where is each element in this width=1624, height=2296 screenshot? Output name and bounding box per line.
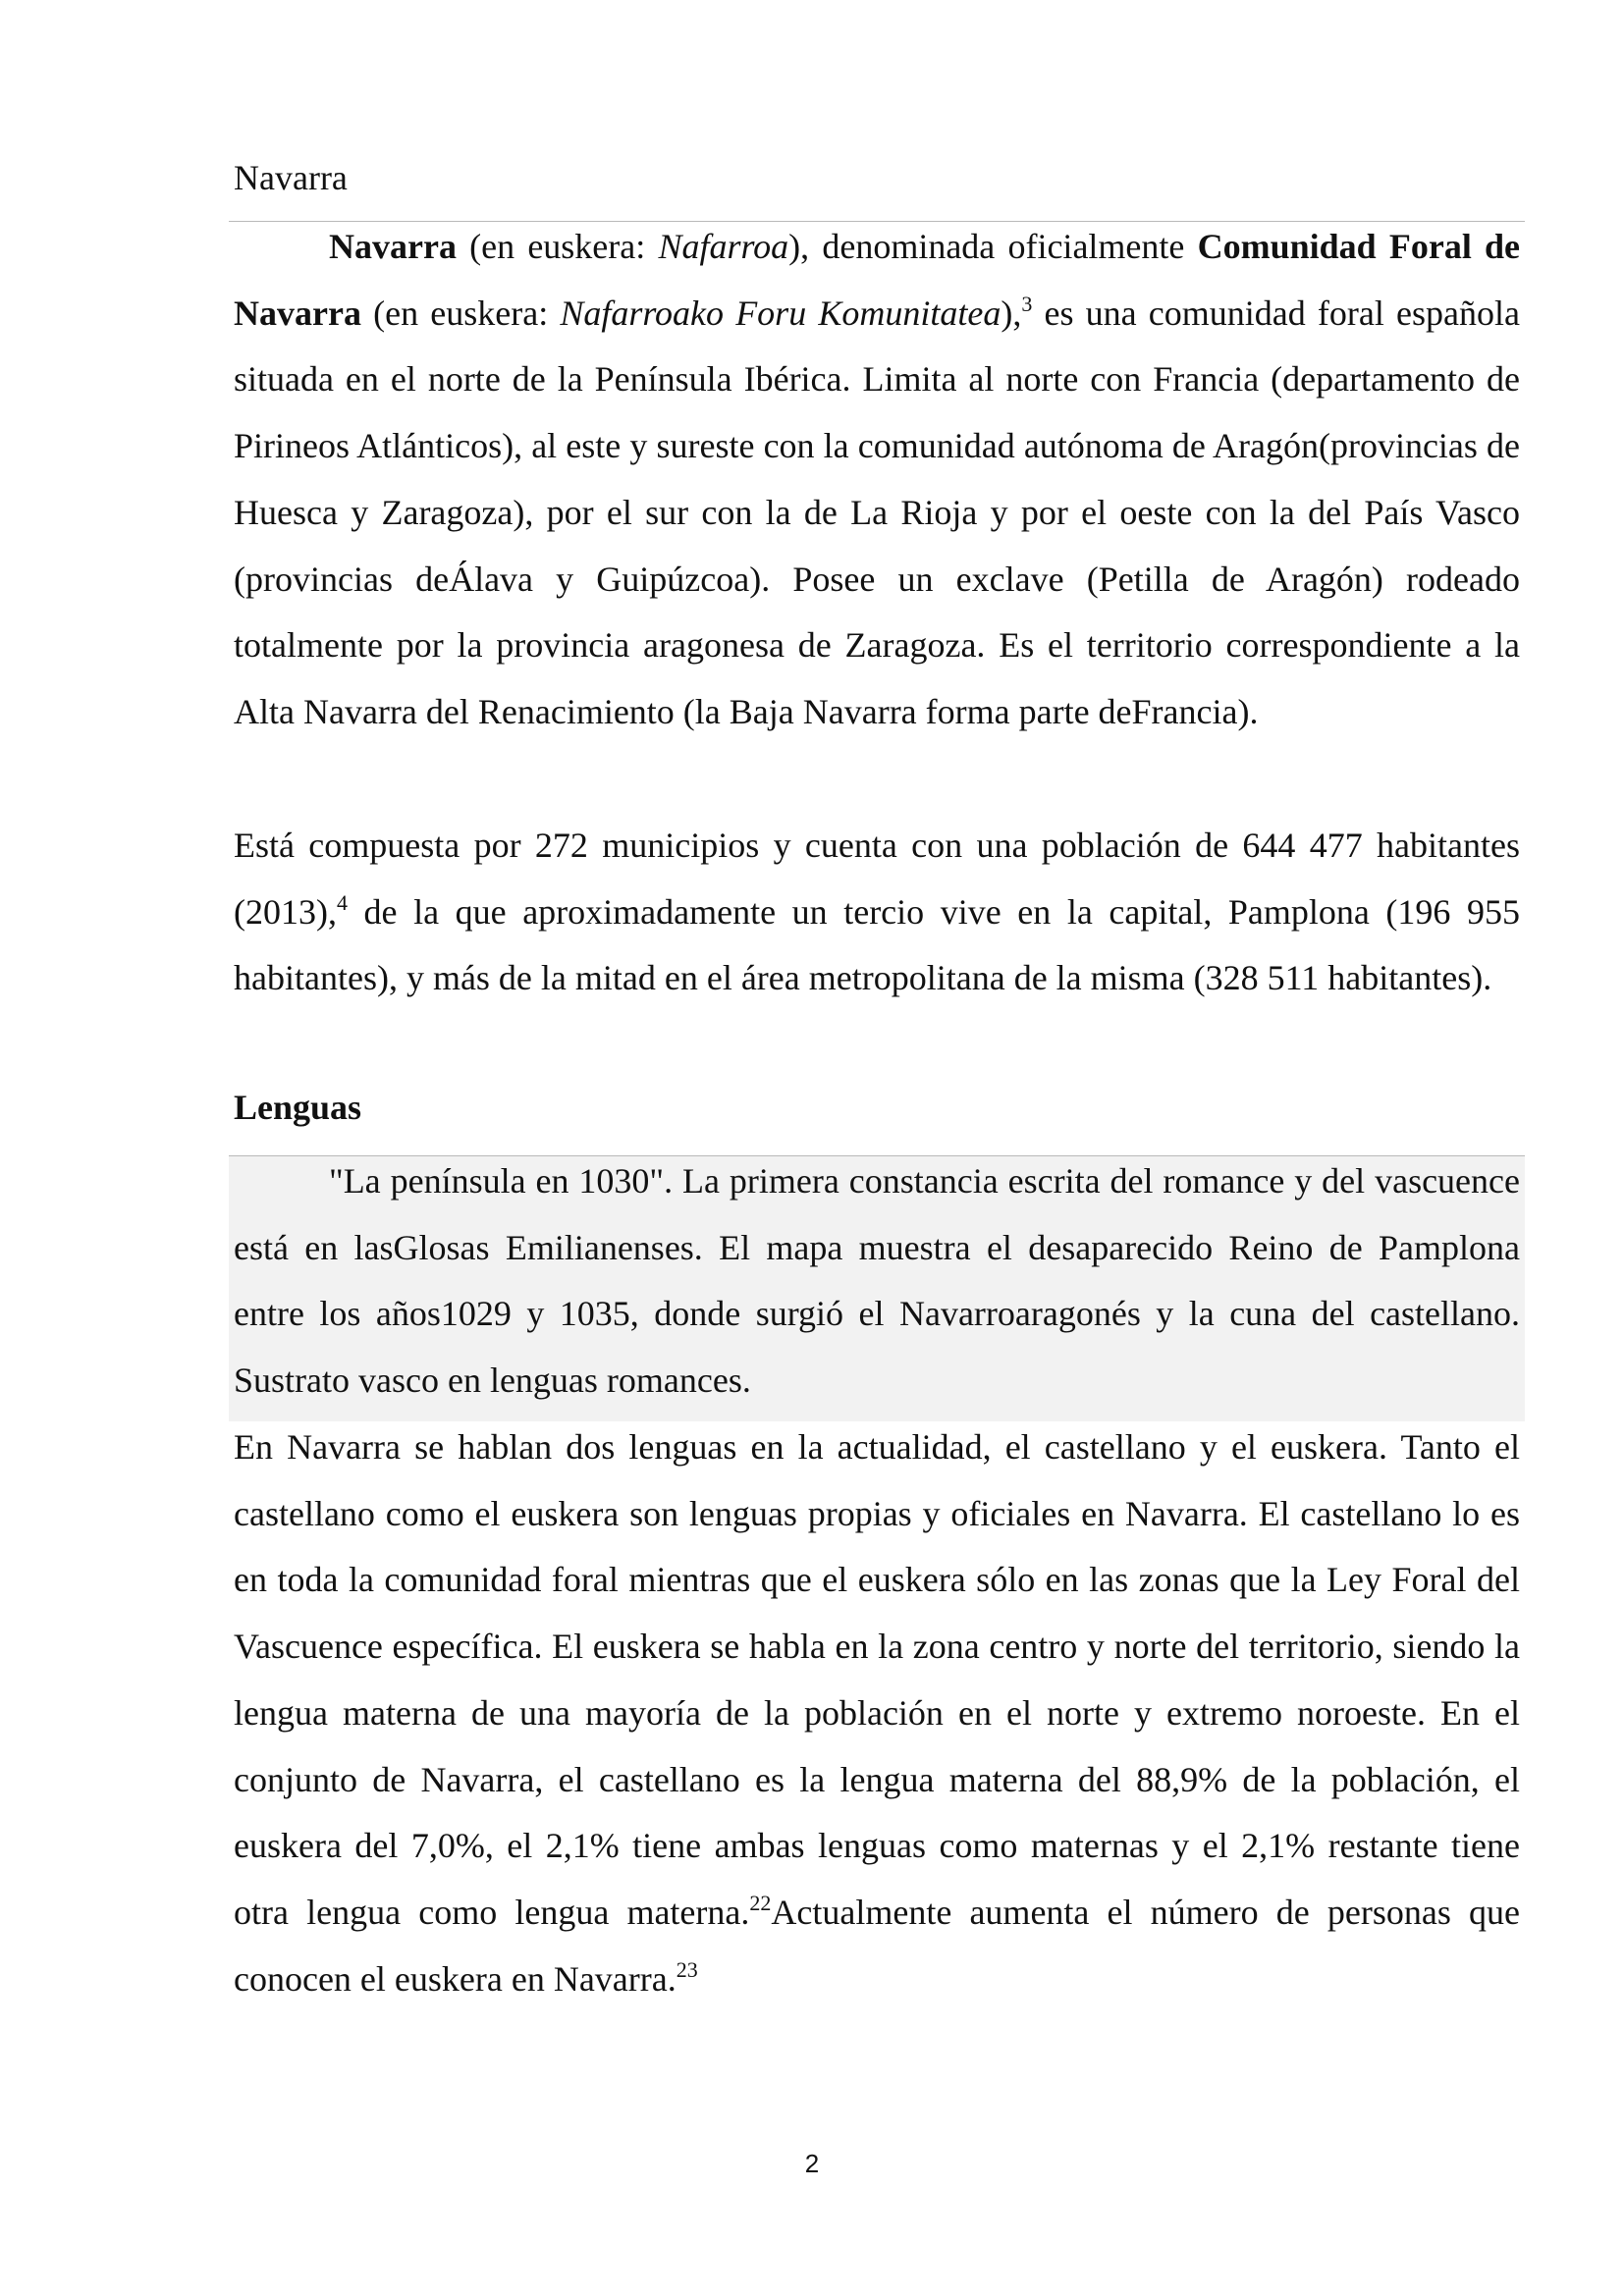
section-heading-lenguas: Lenguas xyxy=(234,1088,362,1127)
term-navarra: Navarra xyxy=(329,227,457,266)
paragraph-languages: En Navarra se hablan dos lenguas en la actualidad, el castellano y el euskera. Tanto el castellano como el euskera son lenguas propias y oficiales en Navarra. El castellano lo es en toda la comunidad foral mientras que el euskera sólo en las zonas que la Ley Foral del Vascuence específica. El euskera se habla en la zona centro y norte del territorio, siendo la lengua materna de una mayoría de la población en el norte y extremo noroeste. En el conjunto de Navarra, el castellano es la lengua materna del 88,9% de la población, el euskera del 7,0%, el 2,1% tiene ambas lenguas como maternas y el 2,1% restante tiene otra lengua como lengua materna.$^{22}$Actualmente aumenta el número de personas que conocen el euskera en Navarra.$^{23}$ xyxy=(234,1427,1521,1999)
reference-23[interactable]: 23 xyxy=(676,1956,698,1982)
paragraph-population: Está compuesta por 272 municipios y cuenta con una población de 644 477 habitantes (2013),$^4$ de la que aproximadamente un tercio vive en la capital, Pamplona (196 955 habitantes), y más de la mitad en el área metropolitana de la misma (328 511 habitantes). xyxy=(234,826,1520,998)
term-nafarroa: Nafarroa xyxy=(658,227,789,266)
document-title: Navarra xyxy=(234,158,348,197)
term-official-name: Comunidad Foral de Navarra xyxy=(234,227,1521,333)
reference-3[interactable]: 3 xyxy=(1021,291,1033,316)
reference-4[interactable]: 4 xyxy=(336,889,348,915)
term-basque-name: Nafarroako Foru Komunitatea xyxy=(560,293,1001,333)
image-caption: "La península en 1030". La primera constancia escrita del romance y del vascuence está en lasGlosas Emilianenses. El mapa muestra el desaparecido Reino de Pamplona entre los años1029 y 1035, donde surgió el Navarroaragonés y la cuna del castellano. Sustrato vasco en lenguas romances. xyxy=(234,1161,1520,1401)
page-number: 2 xyxy=(804,2149,820,2178)
reference-22[interactable]: 22 xyxy=(749,1890,772,1915)
paragraph-intro: Navarra (en euskera: Nafarroa), denominada oficialmente Comunidad Foral de Navarra (en euskera: Nafarroako Foru Komunitatea),$^3$ es una comunidad foral española situada en el norte de la Península Ibérica. Limita al norte con Francia (departamento de Pirineos Atlánticos), al este y sureste con la comunidad autónoma de Aragón(provincias de Huesca y Zaragoza), por el sur con la de La Rioja y por el oeste con la del País Vasco (provincias deÁlava y Guipúzcoa). Posee un exclave (Petilla de Aragón) rodeado totalmente por la provincia aragonesa de Zaragoza. Es el territorio correspondiente a la Alta Navarra del Renacimiento (la Baja Navarra forma parte deFrancia). xyxy=(234,227,1521,731)
